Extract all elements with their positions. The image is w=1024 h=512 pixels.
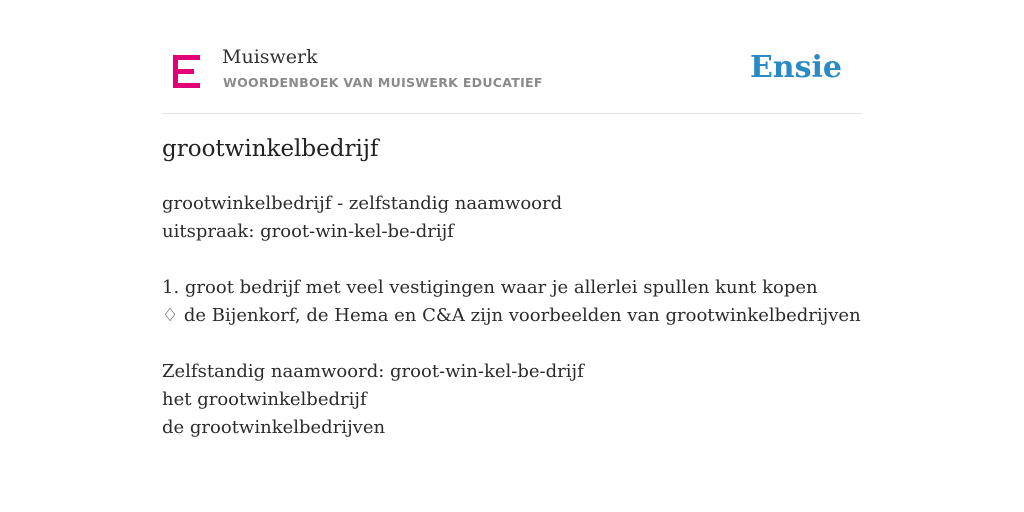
entry-line-pronunciation: uitspraak: groot-win-kel-be-drijf: [162, 221, 454, 242]
entry-title: grootwinkelbedrijf: [162, 136, 379, 162]
entry-line-example: ♢ de Bijenkorf, de Hema en C&A zijn voorbeelden van grootwinkelbedrijven: [162, 305, 861, 326]
entry-line-definition: 1. groot bedrijf met veel vestigingen waar je allerlei spullen kunt kopen: [162, 277, 818, 298]
entry-line-blank: [162, 330, 862, 358]
entry-line-plural: de grootwinkelbedrijven: [162, 417, 386, 438]
site-header: [162, 40, 862, 114]
entry-line-singular: het grootwinkelbedrijf: [162, 389, 367, 410]
entry-line-blank: [162, 246, 862, 274]
ensie-brand-link[interactable]: Ensie: [749, 50, 842, 85]
site-subtitle: WOORDENBOEK VAN MUISWERK EDUCATIEF: [223, 75, 543, 90]
site-name[interactable]: Muiswerk: [222, 46, 318, 68]
entry-content: [162, 190, 862, 442]
entry-line-wordclass: grootwinkelbedrijf - zelfstandig naamwoord: [162, 193, 563, 214]
muiswerk-logo-icon[interactable]: [173, 55, 200, 88]
entry-line-syllables: Zelfstandig naamwoord: groot-win-kel-be-drijf: [162, 361, 584, 382]
